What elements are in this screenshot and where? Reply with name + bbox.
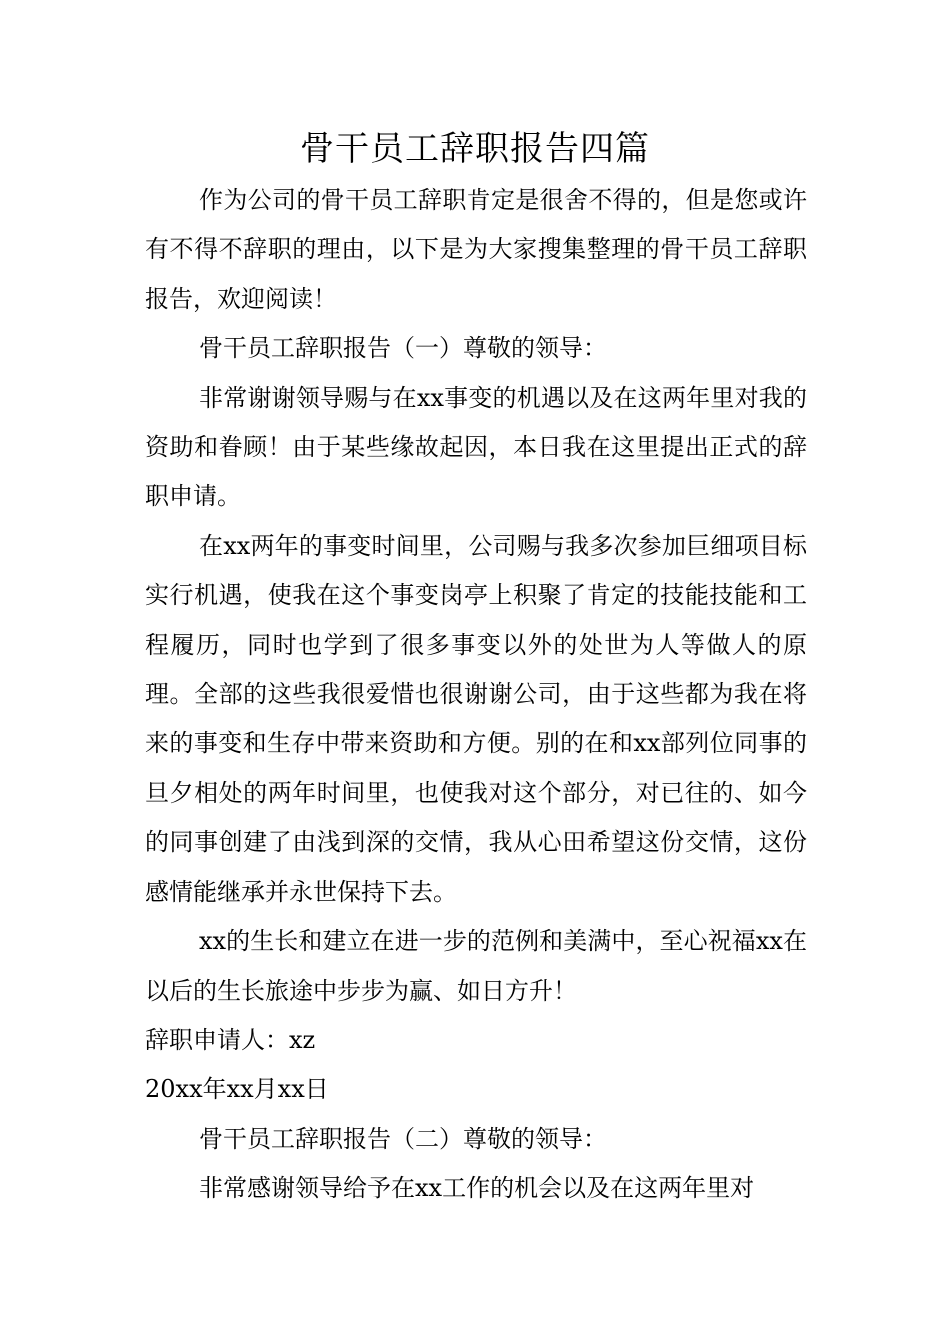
- body-paragraph: xx的生长和建立在进一步的范例和美满中，至心祝福xx在以后的生长旅途中步步为赢、如日方升！: [145, 927, 807, 1005]
- intro-paragraph: 作为公司的骨干员工辞职肯定是很舍不得的，但是您或许有不得不辞职的理由，以下是为大家搜集整理的骨干员工辞职报告，欢迎阅读！: [145, 186, 807, 313]
- date-line: 20xx年xx月xx日: [145, 1075, 329, 1104]
- body-paragraph: 非常谢谢领导赐与在xx事变的机遇以及在这两年里对我的资助和眷顾！由于某些缘故起因，本日我在这里提出正式的辞职申请。: [145, 383, 807, 511]
- body-paragraph: 非常感谢领导给予在xx工作的机会以及在这两年里对: [199, 1174, 755, 1203]
- document-body: [145, 176, 807, 1214]
- document-title: 骨干员工辞职报告四篇: [300, 129, 650, 169]
- body-paragraph: 在xx两年的事变时间里，公司赐与我多次参加巨细项目标实行机遇，使我在这个事变岗亭上积聚了肯定的技能技能和工程履历，同时也学到了很多事变以外的处世为人等做人的原理。全部的这些我很爱惜也很谢谢公司，由于这些都为我在将来的事变和生存中带来资助和方便。别的在和xx部列位同事的旦夕相处的两年时间里，也使我对这个部分，对已往的、如今的同事创建了由浅到深的交情，我从心田希望这份交情，这份感情能继承并永世保持下去。: [145, 531, 807, 906]
- section-heading-1: 骨干员工辞职报告（一）尊敬的领导：: [199, 334, 607, 363]
- signature-line: 辞职申请人：xz: [145, 1025, 316, 1054]
- section-heading-2: 骨干员工辞职报告（二）尊敬的领导：: [199, 1124, 607, 1153]
